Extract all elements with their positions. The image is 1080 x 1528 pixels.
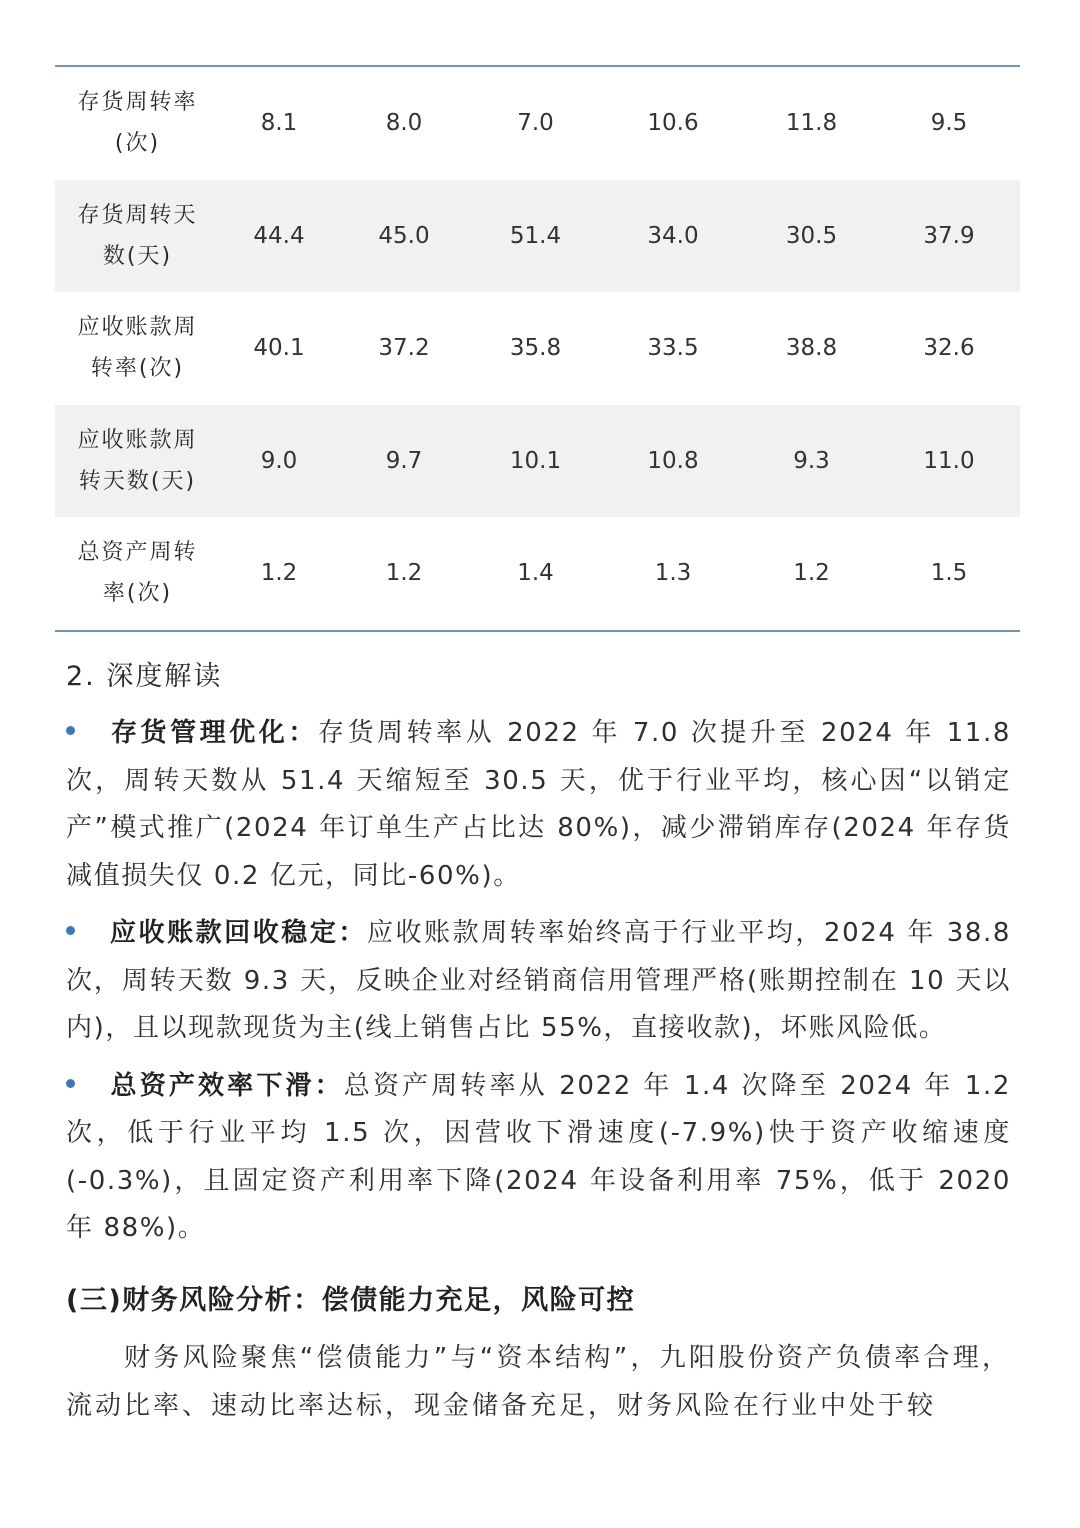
table-cell: 34.0 bbox=[647, 222, 699, 249]
table-cell: 44.4 bbox=[253, 222, 305, 249]
table-cell: 35.8 bbox=[509, 335, 562, 362]
table-cell: 1.2 bbox=[385, 560, 423, 587]
table-cell: 11.8 bbox=[785, 110, 838, 137]
table-row bbox=[55, 180, 1020, 293]
ratio-table bbox=[55, 65, 1020, 632]
table-cell: 37.2 bbox=[378, 335, 430, 362]
analysis-bullet-list bbox=[66, 710, 1011, 1263]
table-cell: 51.4 bbox=[509, 222, 562, 249]
table-cell: 1.3 bbox=[654, 560, 692, 587]
bullet-item-receivables bbox=[66, 910, 1011, 1053]
table-cell: 9.7 bbox=[385, 447, 423, 474]
table-cell: 9.0 bbox=[260, 447, 298, 474]
bullet-dot-icon bbox=[66, 726, 75, 735]
subsection-heading: (三)财务风险分析：偿债能力充足，风险可控 bbox=[66, 1285, 636, 1316]
table-cell: 8.0 bbox=[385, 110, 423, 137]
table-bottom-rule bbox=[55, 630, 1020, 632]
table-cell: 1.2 bbox=[793, 560, 830, 587]
row-label: 总资产周转 率(次) bbox=[77, 540, 198, 607]
table-cell: 1.4 bbox=[517, 560, 554, 587]
table-cell: 10.1 bbox=[509, 447, 562, 474]
table-cell: 37.9 bbox=[923, 222, 975, 249]
table-cell: 40.1 bbox=[253, 335, 305, 362]
table-cell: 9.3 bbox=[793, 447, 830, 474]
table-cell: 45.0 bbox=[378, 222, 430, 249]
bullet-lead: 应收账款回收稳定： bbox=[109, 918, 367, 948]
bullet-item-inventory bbox=[66, 710, 1011, 900]
table-cell: 7.0 bbox=[517, 110, 554, 137]
table-cell: 9.5 bbox=[930, 110, 968, 137]
row-label: 应收账款周 转率(次) bbox=[77, 315, 198, 382]
bullet-text: 总资产周转率从 2022 年 1.4 次降至 2024 年 1.2 次，低于行业平均 1.5 次，因营收下滑速度(-7.9%)快于资产收缩速度(-0.3%)，且固定资产利用率下降(2024 年设备利用率 75%，低于 2020 年 88%)。 bbox=[66, 1070, 1012, 1243]
table-row bbox=[55, 292, 1020, 405]
table-row bbox=[55, 67, 1020, 180]
body-paragraph: 财务风险聚焦“偿债能力”与“资本结构”，九阳股份资产负债率合理，流动比率、速动比率达标，现金储备充足，财务风险在行业中处于较 bbox=[66, 1343, 1011, 1421]
bullet-text: 存货周转率从 2022 年 7.0 次提升至 2024 年 11.8 次，周转天数从 51.4 天缩短至 30.5 天，优于行业平均，核心因“以销定产”模式推广(2024 年订单生产占比达 80%)，减少滞销库存(2024 年存货减值损失仅 0.2 亿元，同比-60%)。 bbox=[66, 718, 1012, 891]
table-row bbox=[55, 517, 1020, 630]
bullet-text: 应收账款周转率始终高于行业平均，2024 年 38.8 次，周转天数 9.3 天，反映企业对经销商信用管理严格(账期控制在 10 天以内)，且以现款现货为主(线上销售占比 55%，直接收款)，坏账风险低。 bbox=[66, 918, 1011, 1043]
table-cell: 10.8 bbox=[647, 447, 699, 474]
table-cell: 10.6 bbox=[647, 110, 699, 137]
bullet-item-total-assets bbox=[66, 1063, 1011, 1253]
table-cell: 8.1 bbox=[260, 110, 298, 137]
bullet-dot-icon bbox=[66, 1079, 75, 1088]
row-label: 应收账款周 转天数(天) bbox=[77, 427, 198, 494]
table-cell: 38.8 bbox=[785, 335, 838, 362]
row-label: 存货周转率 (次) bbox=[77, 90, 198, 157]
table-cell: 1.5 bbox=[930, 560, 968, 587]
table-row bbox=[55, 405, 1020, 518]
table-cell: 33.5 bbox=[647, 335, 699, 362]
table-cell: 11.0 bbox=[923, 447, 975, 474]
row-label: 存货周转天 数(天) bbox=[77, 202, 198, 269]
section-heading: 2. 深度解读 bbox=[66, 661, 223, 692]
table-cell: 30.5 bbox=[785, 222, 838, 249]
bullet-dot-icon bbox=[66, 926, 75, 935]
table-cell: 1.2 bbox=[260, 560, 298, 587]
bullet-lead: 存货管理优化： bbox=[109, 718, 318, 748]
bullet-lead: 总资产效率下滑： bbox=[109, 1070, 344, 1101]
table-cell: 32.6 bbox=[923, 335, 975, 362]
